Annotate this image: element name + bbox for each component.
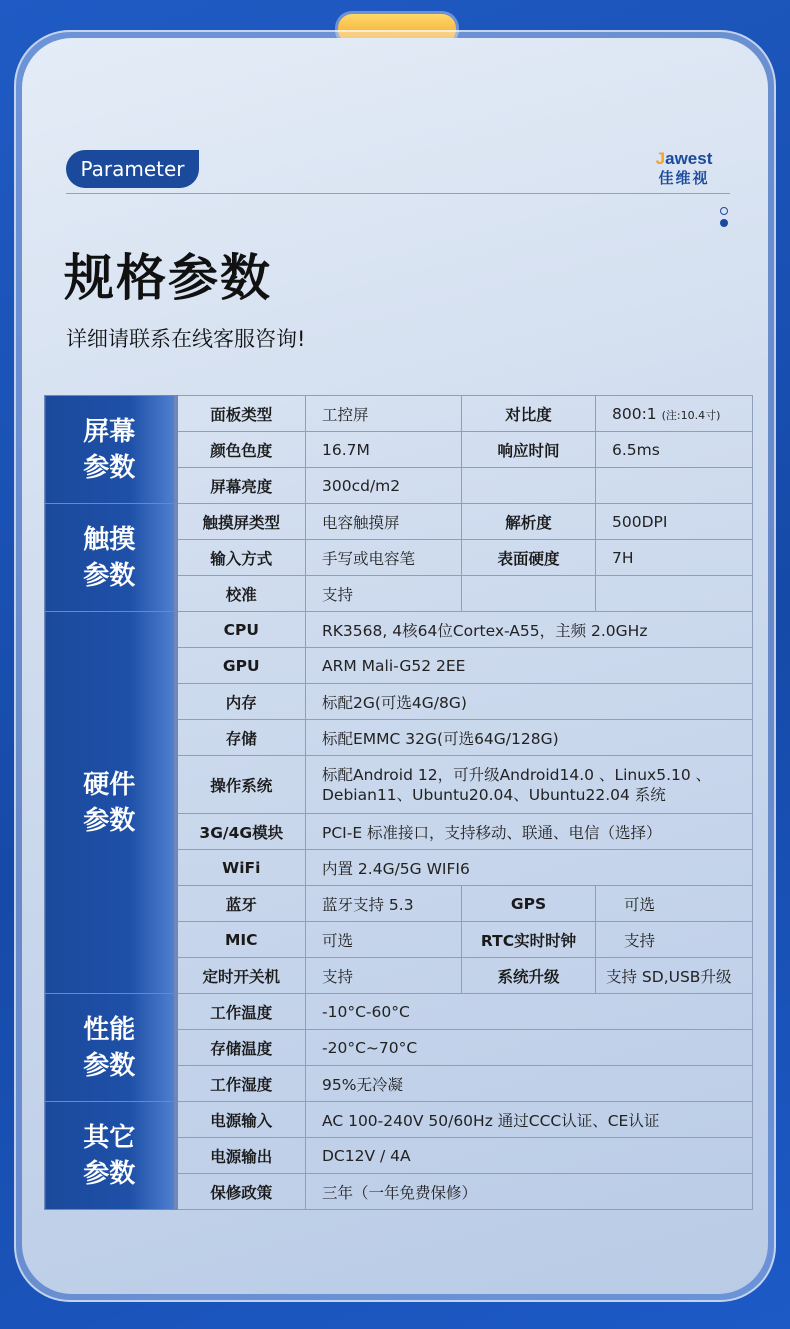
spec-label: 工作温度 (176, 994, 306, 1030)
spec-label: 电源输出 (176, 1138, 306, 1174)
spec-note: (注:10.4寸) (661, 408, 721, 422)
brand-mark: J (655, 149, 666, 168)
spec-label: 定时开关机 (176, 958, 306, 994)
brand-name-en (636, 150, 732, 168)
spec-label: 存储温度 (176, 1030, 306, 1066)
spec-value: 可选 (596, 886, 753, 922)
table-row (45, 994, 753, 1030)
page-subtitle: 详细请联系在线客服咨询! (66, 327, 306, 351)
spec-label: MIC (176, 922, 306, 958)
spec-label: 蓝牙 (176, 886, 306, 922)
spec-label: 对比度 (462, 396, 596, 432)
spec-label: GPS (462, 886, 596, 922)
spec-label: 输入方式 (176, 540, 306, 576)
spec-label: 响应时间 (462, 432, 596, 468)
spec-value: AC 100-240V 50/60Hz 通过CCC认证、CE认证 (306, 1102, 753, 1138)
spec-label: 保修政策 (176, 1174, 306, 1210)
spec-value: 支持 (306, 958, 462, 994)
spec-table (44, 395, 753, 1210)
spec-value: 800:1 (注:10.4寸) (596, 396, 753, 432)
spec-value: 手写或电容笔 (306, 540, 462, 576)
spec-value: 支持 (306, 576, 462, 612)
spec-label: CPU (176, 612, 306, 648)
spec-label: 面板类型 (176, 396, 306, 432)
empty-cell (596, 576, 753, 612)
brand-name-cn: 佳维视 (658, 169, 710, 187)
spec-value: 标配Android 12，可升级Android14.0 、Linux5.10 、 Debian11、Ubuntu20.04、Ubuntu22.04 系统 (306, 756, 753, 814)
empty-cell (462, 576, 596, 612)
spec-label: 电源输入 (176, 1102, 306, 1138)
spec-value: 标配2G(可选4G/8G) (306, 684, 753, 720)
section-other: 其它 参数 (45, 1102, 176, 1210)
spec-value: -20°C~70°C (306, 1030, 753, 1066)
empty-cell (462, 468, 596, 504)
table-row (45, 612, 753, 648)
spec-value: RK3568, 4核64位Cortex-A55，主频 2.0GHz (306, 612, 753, 648)
spec-value: 内置 2.4G/5G WIFI6 (306, 850, 753, 886)
spec-value: 三年（一年免费保修） (306, 1174, 753, 1210)
spec-label: 校准 (176, 576, 306, 612)
pagination-dots-icon (720, 207, 728, 215)
spec-value: 标配EMMC 32G(可选64G/128G) (306, 720, 753, 756)
spec-value: 可选 (306, 922, 462, 958)
spec-label: 存储 (176, 720, 306, 756)
spec-label: 解析度 (462, 504, 596, 540)
section-screen: 屏幕 参数 (45, 396, 176, 504)
spec-value: 300cd/m2 (306, 468, 462, 504)
spec-value: 支持 SD,USB升级 (596, 958, 753, 994)
spec-label: 3G/4G模块 (176, 814, 306, 850)
brand-name-en-text: awest (665, 149, 713, 168)
spec-label: RTC实时时钟 (462, 922, 596, 958)
spec-value: 支持 (596, 922, 753, 958)
spec-label: 内存 (176, 684, 306, 720)
table-row (45, 504, 753, 540)
spec-value: 500DPI (596, 504, 753, 540)
spec-value: 6.5ms (596, 432, 753, 468)
spec-value: PCI-E 标准接口，支持移动、联通、电信（选择） (306, 814, 753, 850)
spec-value: 16.7M (306, 432, 462, 468)
pagination-dot-active-icon (720, 219, 728, 227)
parameter-pill: Parameter (66, 150, 199, 188)
spec-value: ARM Mali-G52 2EE (306, 648, 753, 684)
spec-label: 屏幕亮度 (176, 468, 306, 504)
empty-cell (596, 468, 753, 504)
spec-value: 7H (596, 540, 753, 576)
section-performance: 性能 参数 (45, 994, 176, 1102)
spec-value: 电容触摸屏 (306, 504, 462, 540)
spec-label: GPU (176, 648, 306, 684)
brand-logo (636, 150, 732, 188)
spec-value: DC12V / 4A (306, 1138, 753, 1174)
page-title: 规格参数 (64, 249, 272, 307)
spec-label: 系统升级 (462, 958, 596, 994)
section-touch: 触摸 参数 (45, 504, 176, 612)
spec-label: 操作系统 (176, 756, 306, 814)
spec-label: WiFi (176, 850, 306, 886)
spec-value: 蓝牙支持 5.3 (306, 886, 462, 922)
section-hardware: 硬件 参数 (45, 612, 176, 994)
spec-label: 工作湿度 (176, 1066, 306, 1102)
table-row (45, 1102, 753, 1138)
spec-label: 颜色色度 (176, 432, 306, 468)
spec-label: 触摸屏类型 (176, 504, 306, 540)
table-row (45, 396, 753, 432)
spec-value: 95%无冷凝 (306, 1066, 753, 1102)
spec-value: 工控屏 (306, 396, 462, 432)
spec-label: 表面硬度 (462, 540, 596, 576)
header-divider (66, 193, 730, 194)
spec-value: -10°C-60°C (306, 994, 753, 1030)
